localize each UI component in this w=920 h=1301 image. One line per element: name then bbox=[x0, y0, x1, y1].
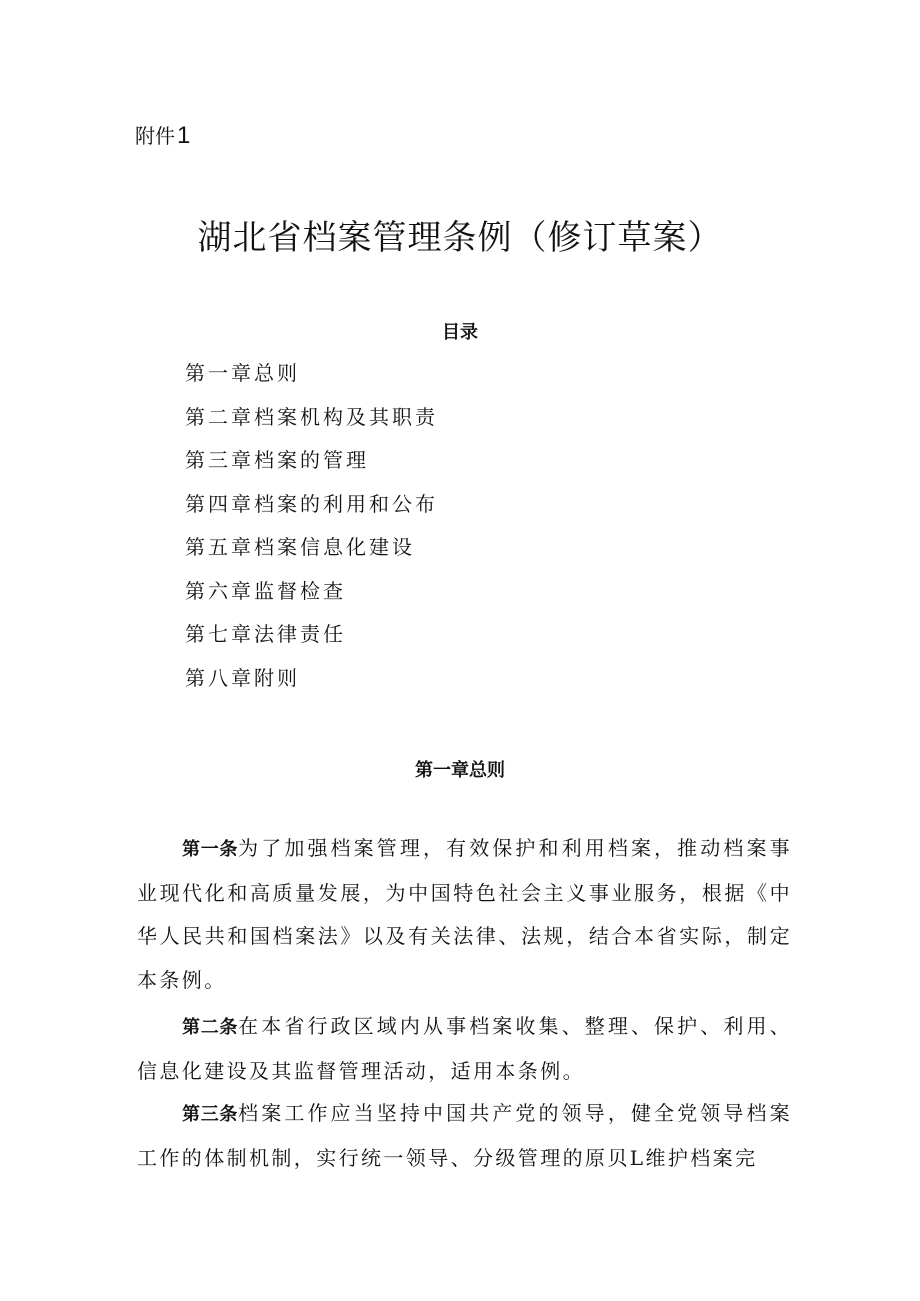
toc-item: 第七章法律责任 bbox=[185, 622, 346, 646]
article-paragraph bbox=[137, 1092, 792, 1180]
toc-item: 第六章监督检查 bbox=[185, 578, 346, 603]
toc-item: 第二章档案机构及其职责 bbox=[185, 404, 438, 429]
document-title: 湖北省档案管理条例（修订草案） bbox=[197, 218, 723, 258]
toc-item: 第五章档案信息化建设 bbox=[185, 535, 415, 559]
article-label: 第二条 bbox=[182, 1017, 239, 1038]
article-label: 第三条 bbox=[182, 1104, 239, 1125]
attachment-text: 附件 bbox=[135, 126, 175, 148]
article-text: 档案工作应当坚持中国共产党的领导，健全党领导档案工作的体制机制，实行统一领导、分级管理的原贝L维护档案完 bbox=[137, 1101, 792, 1170]
article-text: 在本省行政区域内从事档案收集、整理、保护、利用、信息化建设及其监督管理活动，适用本条例。 bbox=[137, 1014, 792, 1083]
toc-item: 第八章附则 bbox=[185, 665, 300, 690]
attachment-number: 1 bbox=[177, 122, 191, 149]
article-paragraph bbox=[137, 827, 792, 1002]
toc-heading: 目录 bbox=[442, 322, 478, 343]
chapter-heading: 第一章总则 bbox=[415, 760, 505, 781]
table-of-contents bbox=[185, 358, 438, 706]
article-label: 第一条 bbox=[182, 839, 239, 860]
toc-item: 第一章总则 bbox=[185, 361, 300, 385]
toc-item: 第三章档案的管理 bbox=[185, 448, 369, 472]
article-text: 为了加强档案管理，有效保护和利用档案，推动档案事业现代化和高质量发展，为中国特色社会主义事业服务，根据《中华人民共和国档案法》以及有关法律、法规，结合本省实际，制定本条例。 bbox=[137, 836, 792, 992]
toc-item: 第四章档案的利用和公布 bbox=[185, 491, 438, 516]
article-paragraph bbox=[137, 1005, 792, 1093]
attachment-label bbox=[135, 120, 190, 150]
